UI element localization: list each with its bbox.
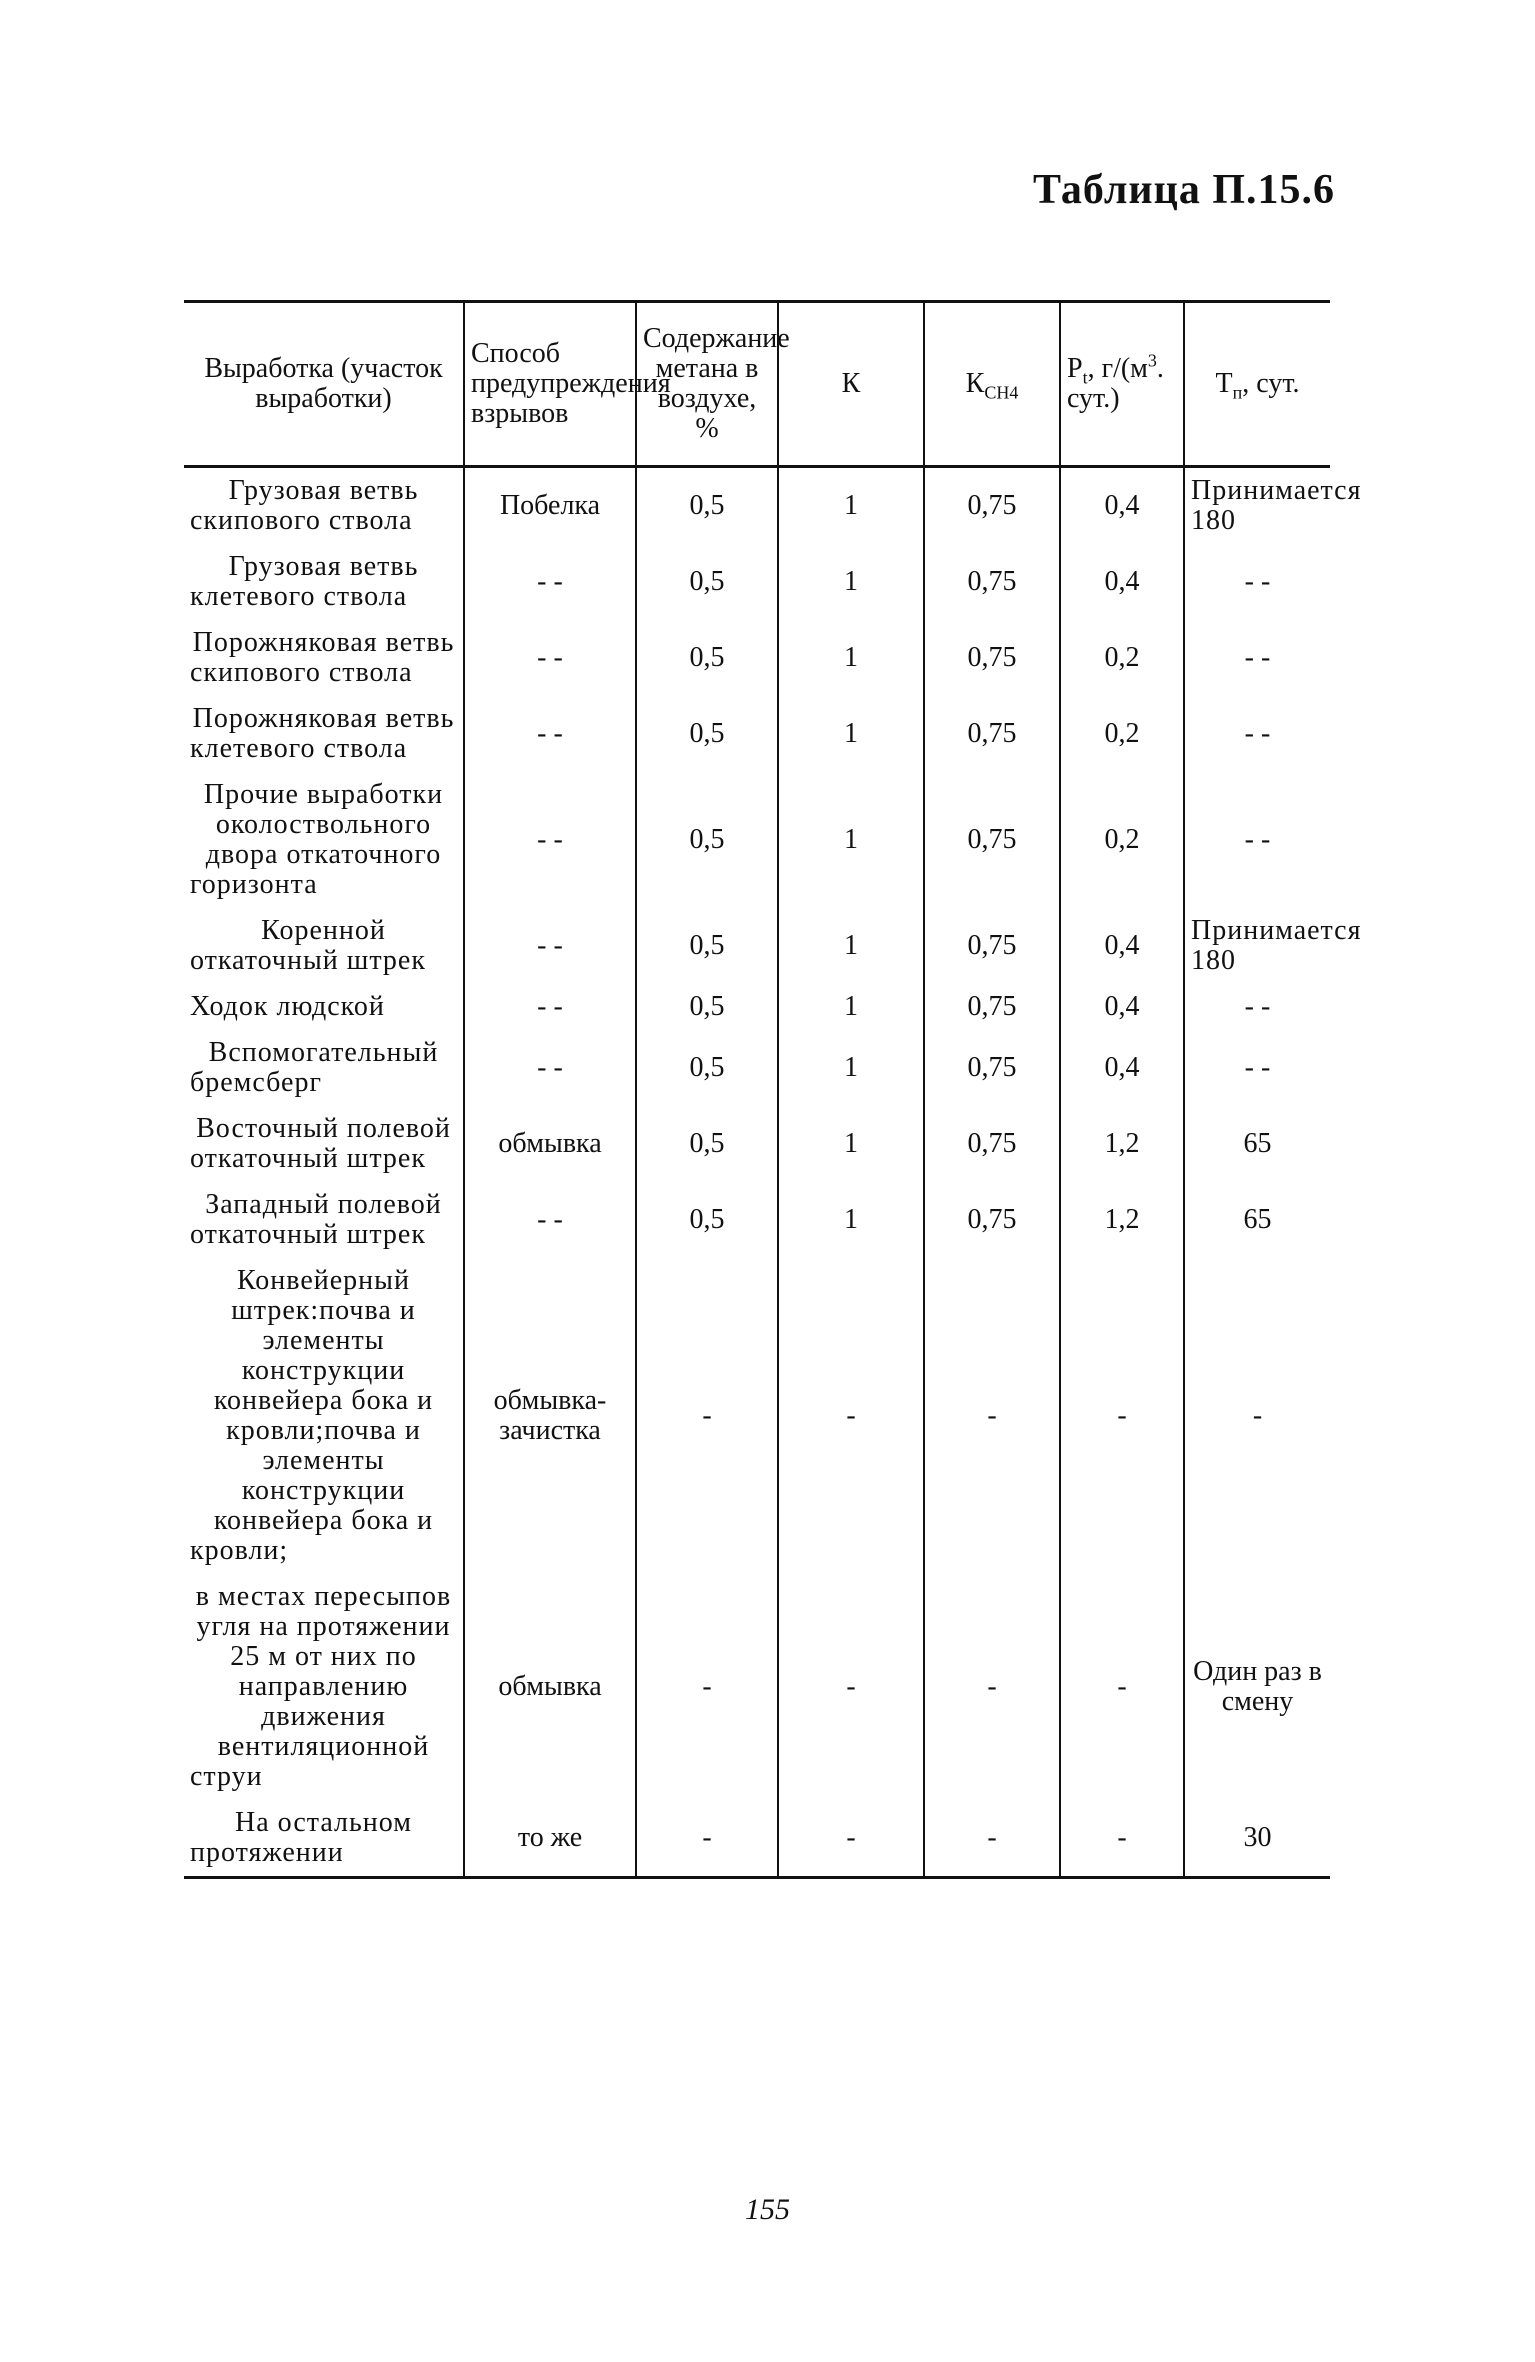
table-row [184,1574,1330,1800]
cell-methane: 0,5 [636,984,778,1030]
header-pt-sub: t [1082,367,1088,388]
table-row [184,984,1330,1030]
header-row [184,302,1330,467]
cell-tp: 65 [1184,1182,1330,1258]
header-kch4 [924,302,1060,467]
cell-k: 1 [778,1106,924,1182]
cell-kch4: 0,75 [924,544,1060,620]
header-pt-unit-sup: 3 [1147,350,1157,371]
cell-kch4: - [924,1800,1060,1878]
cell-kch4: 0,75 [924,1182,1060,1258]
cell-methane: 0,5 [636,772,778,908]
header-method: Способ предупреждения взрывов [464,302,636,467]
cell-method: обмывка-зачистка [464,1258,636,1574]
table-row [184,908,1330,984]
cell-kch4: 0,75 [924,772,1060,908]
cell-pt: 1,2 [1060,1182,1184,1258]
cell-pt: 0,2 [1060,772,1184,908]
cell-name: На остальном протяжении [184,1800,464,1878]
header-k: К [778,302,924,467]
cell-methane: 0,5 [636,1030,778,1106]
cell-pt: 0,2 [1060,696,1184,772]
cell-kch4: 0,75 [924,984,1060,1030]
cell-k: 1 [778,772,924,908]
cell-method: обмывка [464,1574,636,1800]
header-kch4-sub [984,383,1018,403]
table-row [184,772,1330,908]
table-row [184,1182,1330,1258]
header-tp-unit: , сут. [1242,368,1300,399]
cell-pt: 1,2 [1060,1106,1184,1182]
table-row [184,1258,1330,1574]
cell-tp: - - [1184,772,1330,908]
cell-pt: - [1060,1574,1184,1800]
header-kch4-subsub: 4 [1009,382,1019,403]
cell-tp: 30 [1184,1800,1330,1878]
cell-pt: 0,4 [1060,544,1184,620]
cell-k: - [778,1258,924,1574]
cell-pt: 0,4 [1060,467,1184,545]
cell-name: Вспомогательный бремсберг [190,1037,439,1098]
cell-methane: 0,5 [636,467,778,545]
header-pt-main: Р [1067,353,1083,384]
cell-k: 1 [778,908,924,984]
cell-k: 1 [778,544,924,620]
cell-k: - [778,1800,924,1878]
header-tp [1184,302,1330,467]
table-row [184,1800,1330,1878]
cell-kch4: 0,75 [924,1030,1060,1106]
page-number: 155 [745,2193,790,2226]
cell-k: 1 [778,467,924,545]
cell-methane: 0,5 [636,1182,778,1258]
cell-tp: - - [1184,544,1330,620]
cell-kch4: - [924,1574,1060,1800]
cell-tp: - - [1184,1030,1330,1106]
cell-tp: - [1184,1258,1330,1574]
cell-method: - - [464,1182,636,1258]
cell-method: обмывка [464,1106,636,1182]
cell-name: Грузовая ветвь скипового ствола [190,475,419,536]
cell-kch4: 0,75 [924,908,1060,984]
cell-name: Ходок людской [190,991,385,1022]
header-kch4-main: К [965,368,985,399]
table-row [184,544,1330,620]
cell-name: Западный полевой откаточный штрек [190,1189,442,1250]
cell-methane: 0,5 [636,1106,778,1182]
cell-method: - - [464,620,636,696]
cell-tp: 65 [1184,1106,1330,1182]
table-row [184,1106,1330,1182]
header-methane: Содержание метана в воздухе, % [636,302,778,467]
cell-method: Побелка [464,467,636,545]
cell-methane: 0,5 [636,544,778,620]
cell-methane: 0,5 [636,696,778,772]
cell-k: 1 [778,1182,924,1258]
header-kch4-sub-text: СН [984,382,1010,403]
cell-name: в местах пересыпов угля на протяжении 25 м от них по направлению движения вентиляционной струи [190,1581,452,1792]
cell-kch4: - [924,1258,1060,1574]
header-tp-main: Т [1215,368,1233,399]
cell-methane: 0,5 [636,908,778,984]
cell-method: - - [464,696,636,772]
cell-kch4: 0,75 [924,467,1060,545]
cell-tp: Один раз в смену [1184,1574,1330,1800]
cell-k: 1 [778,696,924,772]
cell-methane: 0,5 [636,620,778,696]
cell-k: 1 [778,620,924,696]
cell-k: 1 [778,984,924,1030]
cell-method: - - [464,772,636,908]
cell-tp: Принимается 180 [1184,467,1330,545]
cell-method: - - [464,1030,636,1106]
cell-tp: Принимается 180 [1184,908,1330,984]
cell-name: Порожняковая ветвь скипового ствола [190,627,455,688]
cell-kch4: 0,75 [924,620,1060,696]
cell-method: - - [464,984,636,1030]
table-row [184,696,1330,772]
cell-method: - - [464,544,636,620]
cell-k: 1 [778,1030,924,1106]
cell-methane: - [636,1800,778,1878]
header-name: Выработка (участок выработки) [184,302,464,467]
cell-pt: - [1060,1258,1184,1574]
cell-method: - - [464,908,636,984]
table-row [184,620,1330,696]
header-pt [1060,302,1184,467]
cell-method: то же [464,1800,636,1878]
data-table [184,300,1362,1879]
cell-pt: - [1060,1800,1184,1878]
cell-k: - [778,1574,924,1800]
cell-pt: 0,2 [1060,620,1184,696]
cell-methane: - [636,1574,778,1800]
cell-tp: - - [1184,984,1330,1030]
cell-name: Восточный полевой откаточный штрек [190,1113,451,1174]
cell-name: Порожняковая ветвь клетевого ствола [190,703,455,764]
table-container [184,300,1362,1879]
header-tp-sub: п [1232,382,1243,403]
cell-pt: 0,4 [1060,1030,1184,1106]
table-row [184,1030,1330,1106]
cell-methane: - [636,1258,778,1574]
header-pt-unit-b: . сут.) [1067,353,1164,414]
cell-kch4: 0,75 [924,696,1060,772]
table-title: Таблица П.15.6 [1032,167,1335,213]
cell-name: Грузовая ветвь клетевого ствола [190,551,419,612]
header-pt-unit-a: , г/(м [1087,353,1148,384]
cell-name: Коренной откаточный штрек [190,915,426,976]
cell-pt: 0,4 [1060,984,1184,1030]
table-row [184,467,1330,545]
cell-name: Прочие выработки околоствольного двора откаточного горизонта [190,779,444,900]
cell-name: Конвейерный штрек:почва и элементы конструкции конвейера бока и кровли;почва и элементы конструкции конвейера бока и кровли; [190,1265,434,1566]
cell-tp: - - [1184,620,1330,696]
cell-kch4: 0,75 [924,1106,1060,1182]
cell-tp: - - [1184,696,1330,772]
cell-pt: 0,4 [1060,908,1184,984]
